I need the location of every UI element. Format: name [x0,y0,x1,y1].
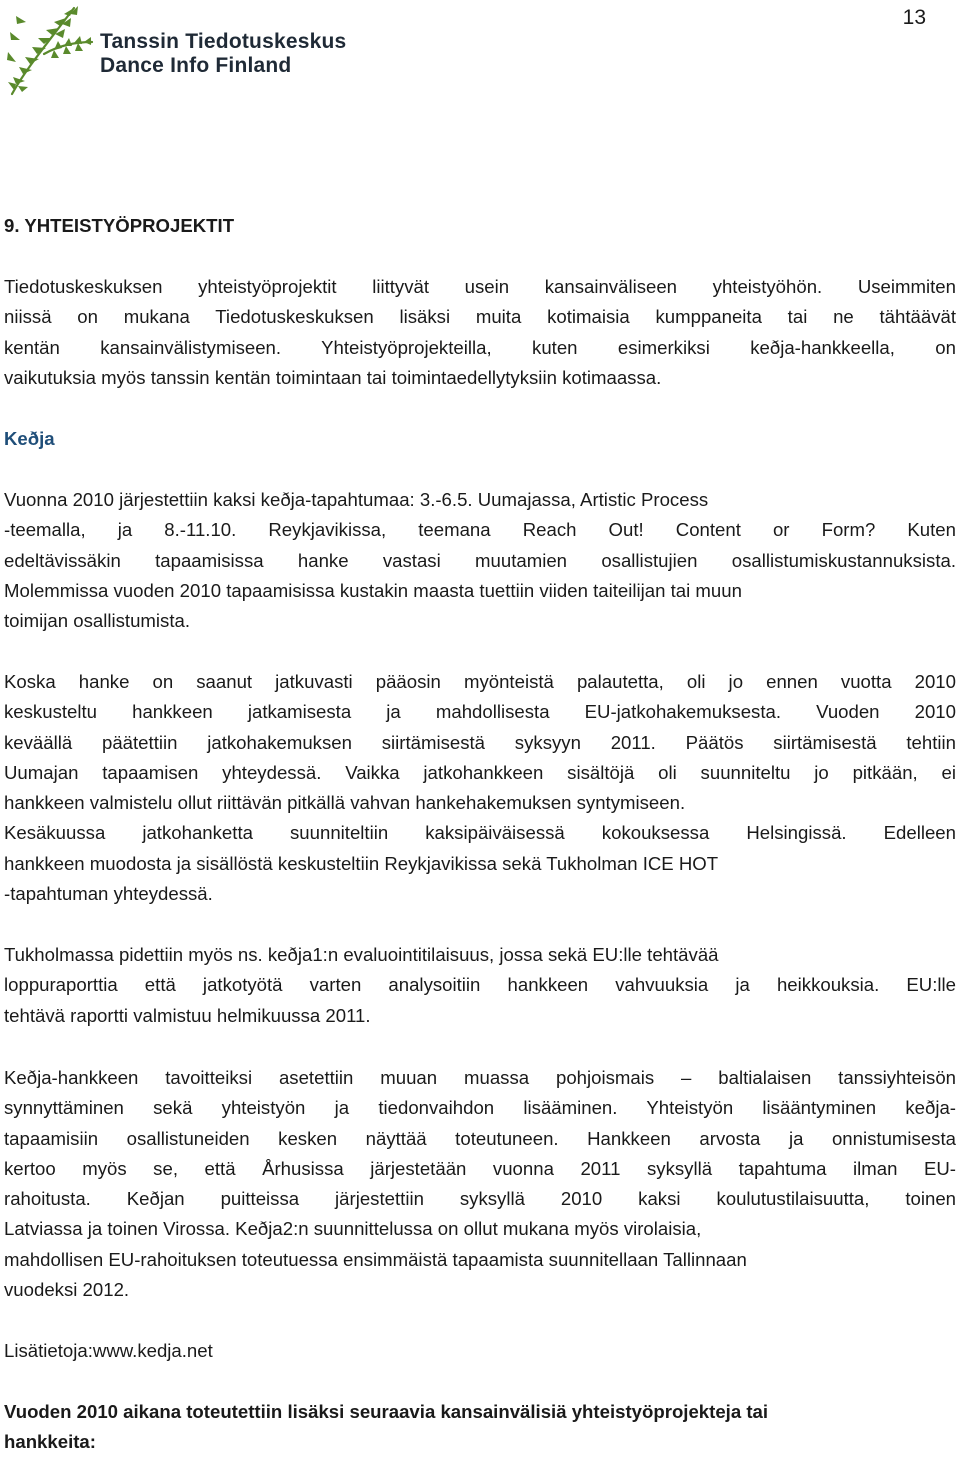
intro-paragraph [4,272,956,393]
text-line: Latviassa ja toinen Virossa. Keðja2:n suunnittelussa on ollut mukana myös virolaisia, [4,1218,702,1240]
text-line: mahdollisen EU-rahoituksen toteutuessa ensimmäistä tapaamista suunnitellaan Tallinnaan [4,1248,747,1270]
text-line: rahoitusta. Keðjan puitteissa järjestettiin syksyllä 2010 kaksi koulutustilaisuutta, toinen [4,1188,956,1210]
text-line: keväällä päätettiin jatkohakemuksen siirtämisestä syksyyn 2011. Päätös siirtämisestä tehtiin [4,731,956,753]
text-line: vuodeksi 2012. [4,1279,130,1301]
more-info-link[interactable]: Lisätietoja:www.kedja.net [4,1340,213,1361]
text-line: -teemalla, ja 8.-11.10. Reykjavikissa, teemana Reach Out! Content or Form? Kuten [4,519,956,541]
leaf-spray-icon [4,2,96,98]
text-line: synnyttäminen sekä yhteistyön ja tiedonvaihdon lisääminen. Yhteistyön lisääntyminen keðja- [4,1097,956,1119]
text-line: hankkeen valmistelu ollut riittävän pitkällä vahvan hankehakemuksen syntymiseen. [4,792,686,814]
section-heading: 9. YHTEISTYÖPROJEKTIT [4,215,235,236]
text-line: tapaamisiin osallistuneiden kesken näyttää toteutuneen. Hankkeen arvosta ja onnistumisesta [4,1127,956,1149]
text-line: edeltävissäkin tapaamisissa hanke vastasi muutamien osallistujien osallistumiskustannuksista. [4,549,956,571]
text-line: Tukholmassa pidettiin myös ns. keðja1:n evaluointitilaisuus, jossa sekä EU:lle tehtävää [4,944,719,965]
subsection-heading: Keðja [4,428,55,449]
text-line: kentän kansainvälistymiseen. Yhteistyöprojekteilla, kuten esimerkiksi keðja-hankkeella, on [4,336,956,358]
text-line: Uumajan tapaamisen yhteydessä. Vaikka jatkohankkeen sisältöjä oli suunniteltu jo pitkään, ei [4,761,956,783]
text-line: kertoo myös se, että Århusissa järjestetään vuonna 2011 syksyllä tapahtuma ilman EU- [4,1157,956,1179]
text-line: Koska hanke on saanut jatkuvasti pääosin myönteistä palautetta, oli jo ennen vuotta 2010 [4,671,956,692]
text-line: loppuraporttia että jatkotyötä varten analysoitiin hankkeen vahvuuksia ja heikkouksia. EU:lle [4,974,956,996]
text-line: Tiedotuskeskuksen yhteistyöprojektit liittyvät usein kansainväliseen yhteistyöhön. Useimmiten [4,276,956,297]
text-line: hankkeen muodosta ja sisällöstä keskusteltiin Reykjavikissa sekä Tukholman ICE HOT [4,852,719,874]
text-line: hankkeita: [4,1431,96,1453]
text-line: Molemmissa vuoden 2010 tapaamisissa kustakin maasta tuettiin viiden taiteilijan tai muun [4,579,742,601]
logo [4,2,384,98]
text-line: keskusteltu hankkeen jatkamisesta ja mahdollisesta EU-jatkohakemuksesta. Vuoden 2010 [4,701,956,723]
paragraph-continuation [4,667,956,909]
page-number: 13 [902,6,926,29]
text-line: -tapahtuman yhteydessä. [4,883,213,905]
closing-heading [4,1397,956,1458]
paragraph-evaluation [4,940,956,1031]
text-line: niissä on mukana Tiedotuskeskuksen lisäksi muita kotimaisia kumppaneita tai ne tähtäävät [4,306,956,328]
text-line: Vuoden 2010 aikana toteutettiin lisäksi seuraavia kansainvälisiä yhteistyöprojekteja tai [4,1401,769,1422]
text-line: tehtävä raportti valmistuu helmikuussa 2011. [4,1004,371,1026]
text-line: Vuonna 2010 järjestettiin kaksi keðja-tapahtumaa: 3.-6.5. Uumajassa, Artistic Process [4,489,709,510]
logo-title: Tanssin Tiedotuskeskus [100,30,347,53]
text-line: Kesäkuussa jatkohanketta suunniteltiin kaksipäiväisessä kokouksessa Helsingissä. Edelleen [4,822,956,844]
logo-subtitle: Dance Info Finland [100,54,292,77]
text-line: toimijan osallistumista. [4,610,191,632]
text-line: Keðja-hankkeen tavoitteiksi asetettiin muuan muassa pohjoismais – baltialaisen tanssiyhteisön [4,1067,956,1088]
paragraph-goals [4,1063,956,1305]
paragraph-events [4,485,956,636]
text-line: vaikutuksia myös tanssin kentän toimintaan tai toimintaedellytyksiin kotimaassa. [4,366,662,388]
